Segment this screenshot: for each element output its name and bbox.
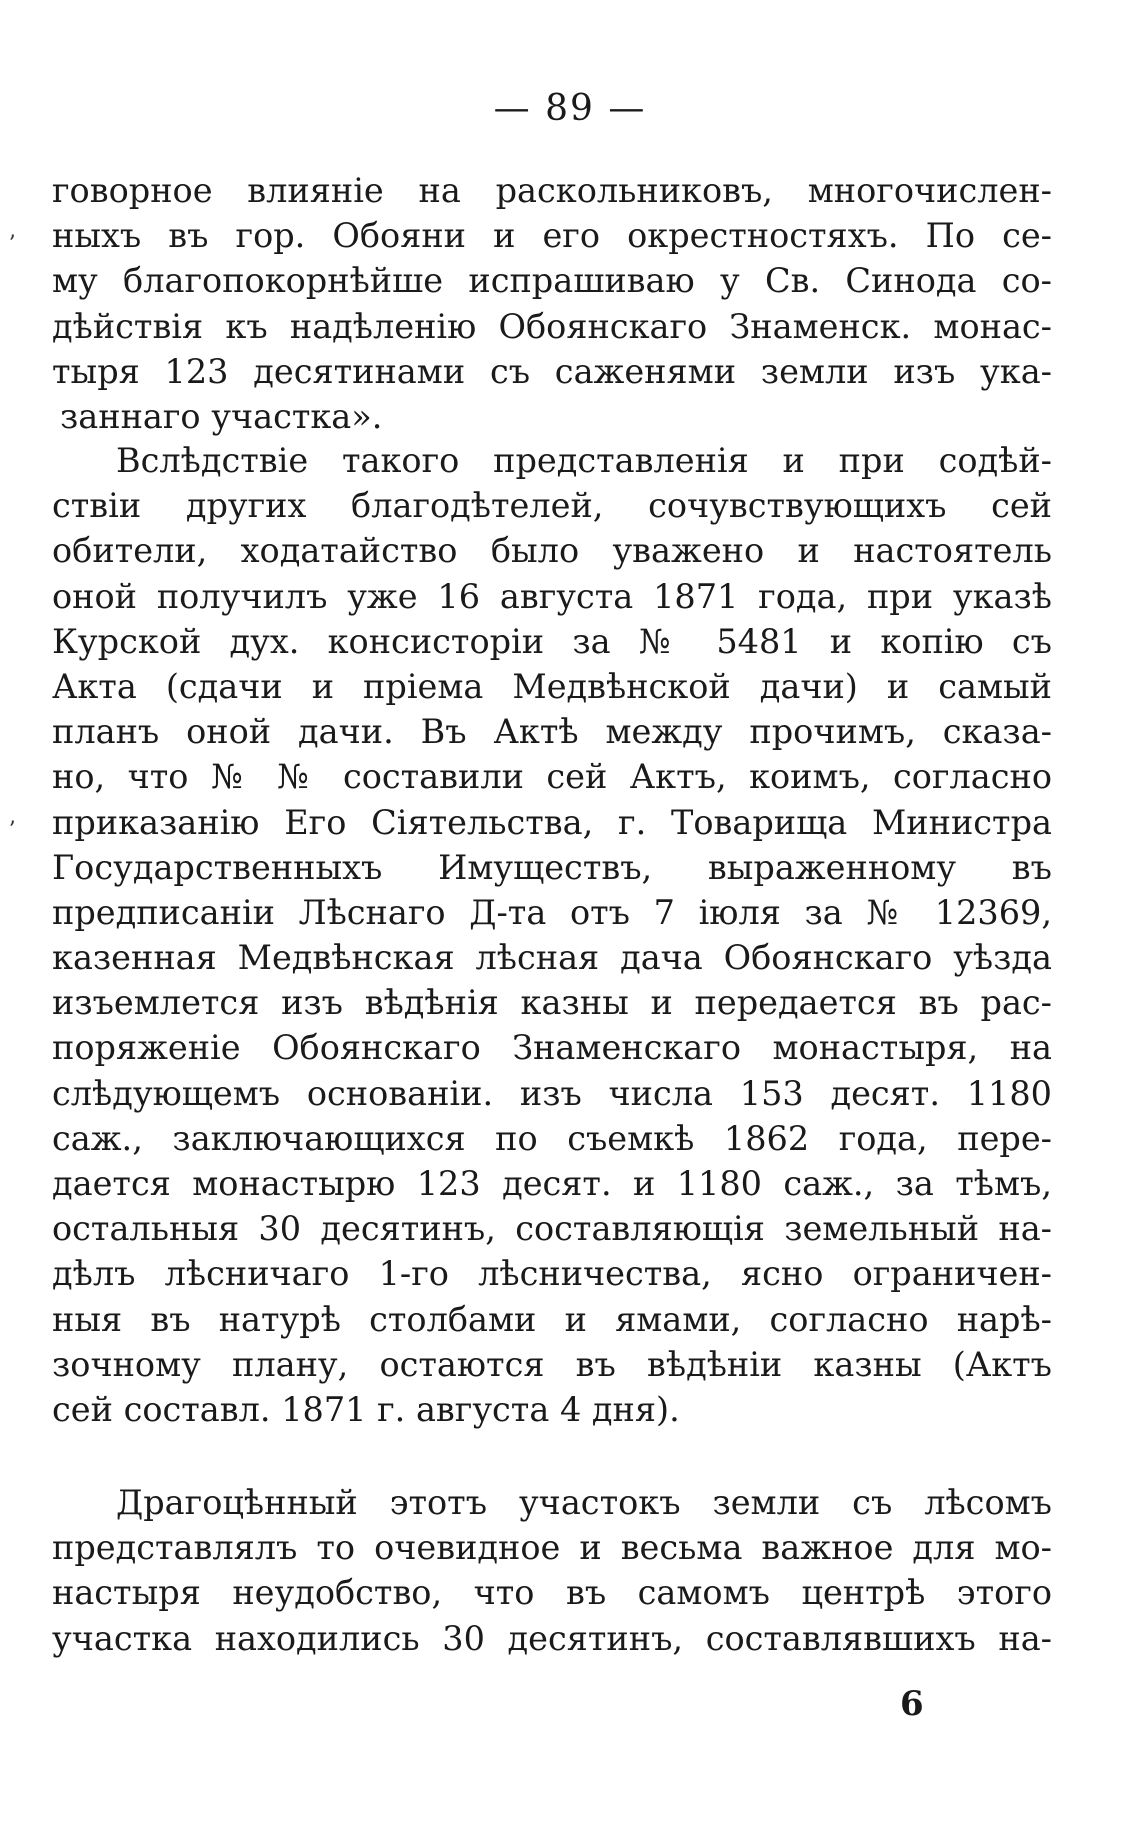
text-line: дѣлъ лѣсничаго 1-го лѣсничества, ясно ограничен- xyxy=(52,1254,1052,1294)
text-line: ныя въ натурѣ столбами и ямами, согласно нарѣ- xyxy=(52,1299,1052,1339)
text-line: изъемлется изъ вѣдѣнія казны и передается въ рас- xyxy=(52,983,1052,1023)
text-line: настыря неудобство, что въ самомъ центрѣ этого xyxy=(52,1573,1052,1613)
text-line: Акта (сдачи и пріема Медвѣнской дачи) и самый xyxy=(52,666,1052,706)
text-line: сей составл. 1871 г. августа 4 дня). xyxy=(52,1389,680,1429)
margin-mark: ʼ xyxy=(8,818,15,843)
text-line: казенная Медвѣнская лѣсная дача Обоянскаго уѣзда xyxy=(52,938,1052,978)
text-line: участка находились 30 десятинъ, составлявшихъ на- xyxy=(52,1618,1052,1658)
text-line: представлялъ то очевидное и весьма важное для мо- xyxy=(52,1528,1052,1568)
text-line: Вслѣдствіе такого представленія и при содѣй- xyxy=(116,441,1052,480)
text-line: Драгоцѣнный этотъ участокъ земли съ лѣсомъ xyxy=(116,1483,1052,1522)
text-line: говорное влияніе на раскольниковъ, многочислен- xyxy=(52,171,1052,210)
text-line: дается монастырю 123 десят. и 1180 саж., за тѣмъ, xyxy=(52,1164,1052,1203)
margin-mark: ʼ xyxy=(8,232,15,257)
text-line: Государственныхъ Имуществъ, выраженному въ xyxy=(52,847,1052,887)
text-line: предписаніи Лѣснаго Д-та отъ 7 іюля за № 12369, xyxy=(52,892,1052,932)
text-line: обители, ходатайство было уважено и настоятель xyxy=(52,531,1052,571)
text-line: зочному плану, остаются въ вѣдѣніи казны (Актъ xyxy=(52,1344,1052,1384)
text-line: дѣйствія къ надѣленію Обоянскаго Знаменск. монас- xyxy=(52,306,1052,346)
paragraph-next xyxy=(52,1480,1052,1661)
text-line: остальныя 30 десятинъ, составляющія земельный на- xyxy=(52,1209,1052,1249)
text-line: заннаго участка». xyxy=(60,396,383,436)
text-line: слѣдующемъ основаніи. изъ числа 153 десят. 1180 xyxy=(52,1073,1052,1113)
text-line: тыря 123 десятинами съ саженями земли изъ ука- xyxy=(52,351,1052,391)
text-line: саж., заключающихся по съемкѣ 1862 года, пере- xyxy=(52,1118,1052,1158)
page-number: — 89 — xyxy=(493,88,647,129)
text-line: му благопокорнѣйше испрашиваю у Св. Синода со- xyxy=(52,261,1052,301)
text-line: Курской дух. консисторіи за № 5481 и копію съ xyxy=(52,621,1052,661)
text-line: но, что № № составили сей Актъ, коимъ, согласно xyxy=(52,757,1052,797)
text-line: приказанію Его Сіятельства, г. Товарища Министра xyxy=(52,802,1052,842)
text-line: ныхъ въ гор. Обояни и его окрестностяхъ. По се- xyxy=(52,216,1052,256)
text-line: оной получилъ уже 16 августа 1871 года, при указѣ xyxy=(52,576,1052,616)
text-line: планъ оной дачи. Въ Актѣ между прочимъ, сказа- xyxy=(52,712,1052,752)
signature-mark: 6 xyxy=(900,1684,924,1724)
paragraph-continuation xyxy=(52,168,1052,439)
paragraph-main xyxy=(52,438,1052,1432)
text-line: поряженіе Обоянскаго Знаменскаго монастыря, на xyxy=(52,1028,1052,1068)
text-line: ствіи других благодѣтелей, сочувствующихъ сей xyxy=(52,486,1052,526)
